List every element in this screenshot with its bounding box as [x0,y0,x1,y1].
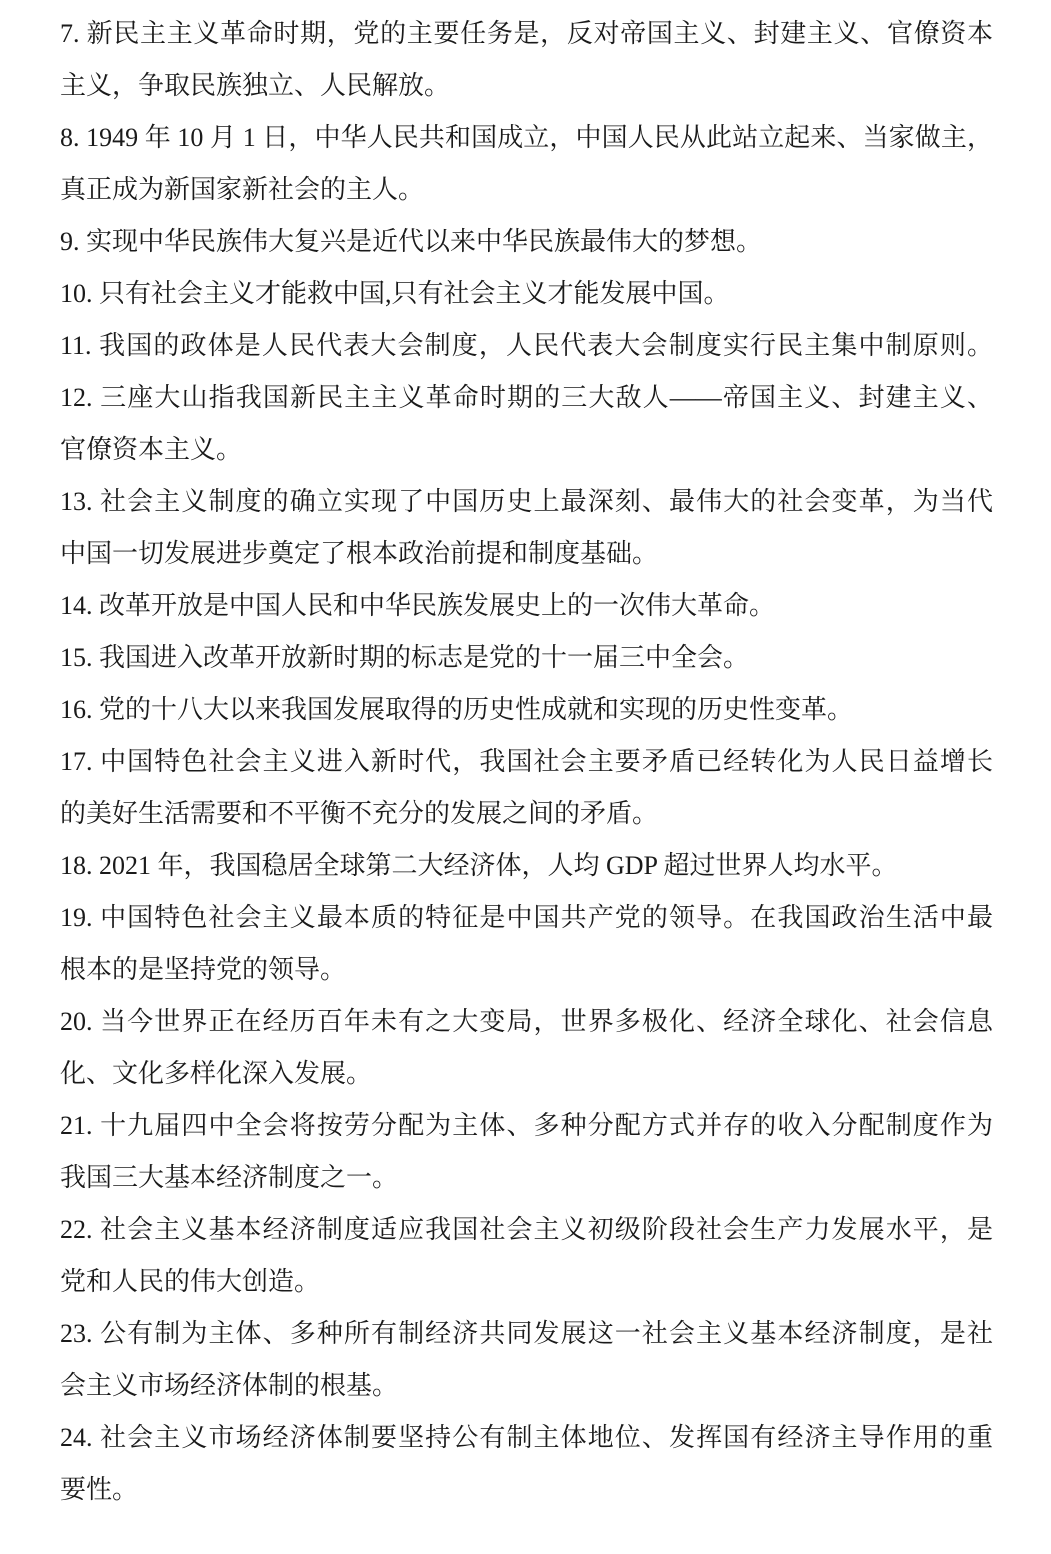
document-line: 13. 社会主义制度的确立实现了中国历史上最深刻、最伟大的社会变革，为当代 [60,487,993,516]
document-line: 官僚资本主义。 [60,435,243,464]
document-line: 主义，争取民族独立、人民解放。 [60,71,451,100]
document-line: 10. 只有社会主义才能救中国,只有社会主义才能发展中国。 [60,279,730,308]
document-line: 会主义市场经济体制的根基。 [60,1371,399,1400]
document-line: 17. 中国特色社会主义进入新时代，我国社会主要矛盾已经转化为人民日益增长 [60,747,993,776]
document-line: 化、文化多样化深入发展。 [60,1059,373,1088]
document-line: 我国三大基本经济制度之一。 [60,1163,399,1192]
document-line: 11. 我国的政体是人民代表大会制度，人民代表大会制度实行民主集中制原则。 [60,331,993,360]
document-line: 要性。 [60,1475,139,1504]
document-line: 16. 党的十八大以来我国发展取得的历史性成就和实现的历史性变革。 [60,695,854,724]
document-line: 7. 新民主主义革命时期，党的主要任务是，反对帝国主义、封建主义、官僚资本 [60,19,993,48]
document-line: 真正成为新国家新社会的主人。 [60,175,425,204]
document-line: 21. 十九届四中全会将按劳分配为主体、多种分配方式并存的收入分配制度作为 [60,1111,993,1140]
document-line: 14. 改革开放是中国人民和中华民族发展史上的一次伟大革命。 [60,591,776,620]
document-line: 20. 当今世界正在经历百年未有之大变局，世界多极化、经济全球化、社会信息 [60,1007,993,1036]
document-line: 9. 实现中华民族伟大复兴是近代以来中华民族最伟大的梦想。 [60,227,763,256]
document-line: 19. 中国特色社会主义最本质的特征是中国共产党的领导。在我国政治生活中最 [60,903,993,932]
document-line: 8. 1949 年 10 月 1 日，中华人民共和国成立，中国人民从此站立起来、当家做主， [60,123,993,152]
document-line: 24. 社会主义市场经济体制要坚持公有制主体地位、发挥国有经济主导作用的重 [60,1423,993,1452]
document-line: 15. 我国进入改革开放新时期的标志是党的十一届三中全会。 [60,643,750,672]
document-line: 根本的是坚持党的领导。 [60,955,347,984]
document-line: 党和人民的伟大创造。 [60,1267,321,1296]
document-line: 的美好生活需要和不平衡不充分的发展之间的矛盾。 [60,799,659,828]
document-line: 18. 2021 年，我国稳居全球第二大经济体，人均 GDP 超过世界人均水平。 [60,851,898,880]
document-line: 23. 公有制为主体、多种所有制经济共同发展这一社会主义基本经济制度，是社 [60,1319,993,1348]
document-line: 中国一切发展进步奠定了根本政治前提和制度基础。 [60,539,659,568]
document-line: 12. 三座大山指我国新民主主义革命时期的三大敌人——帝国主义、封建主义、 [60,383,993,412]
document-line: 22. 社会主义基本经济制度适应我国社会主义初级阶段社会生产力发展水平，是 [60,1215,993,1244]
